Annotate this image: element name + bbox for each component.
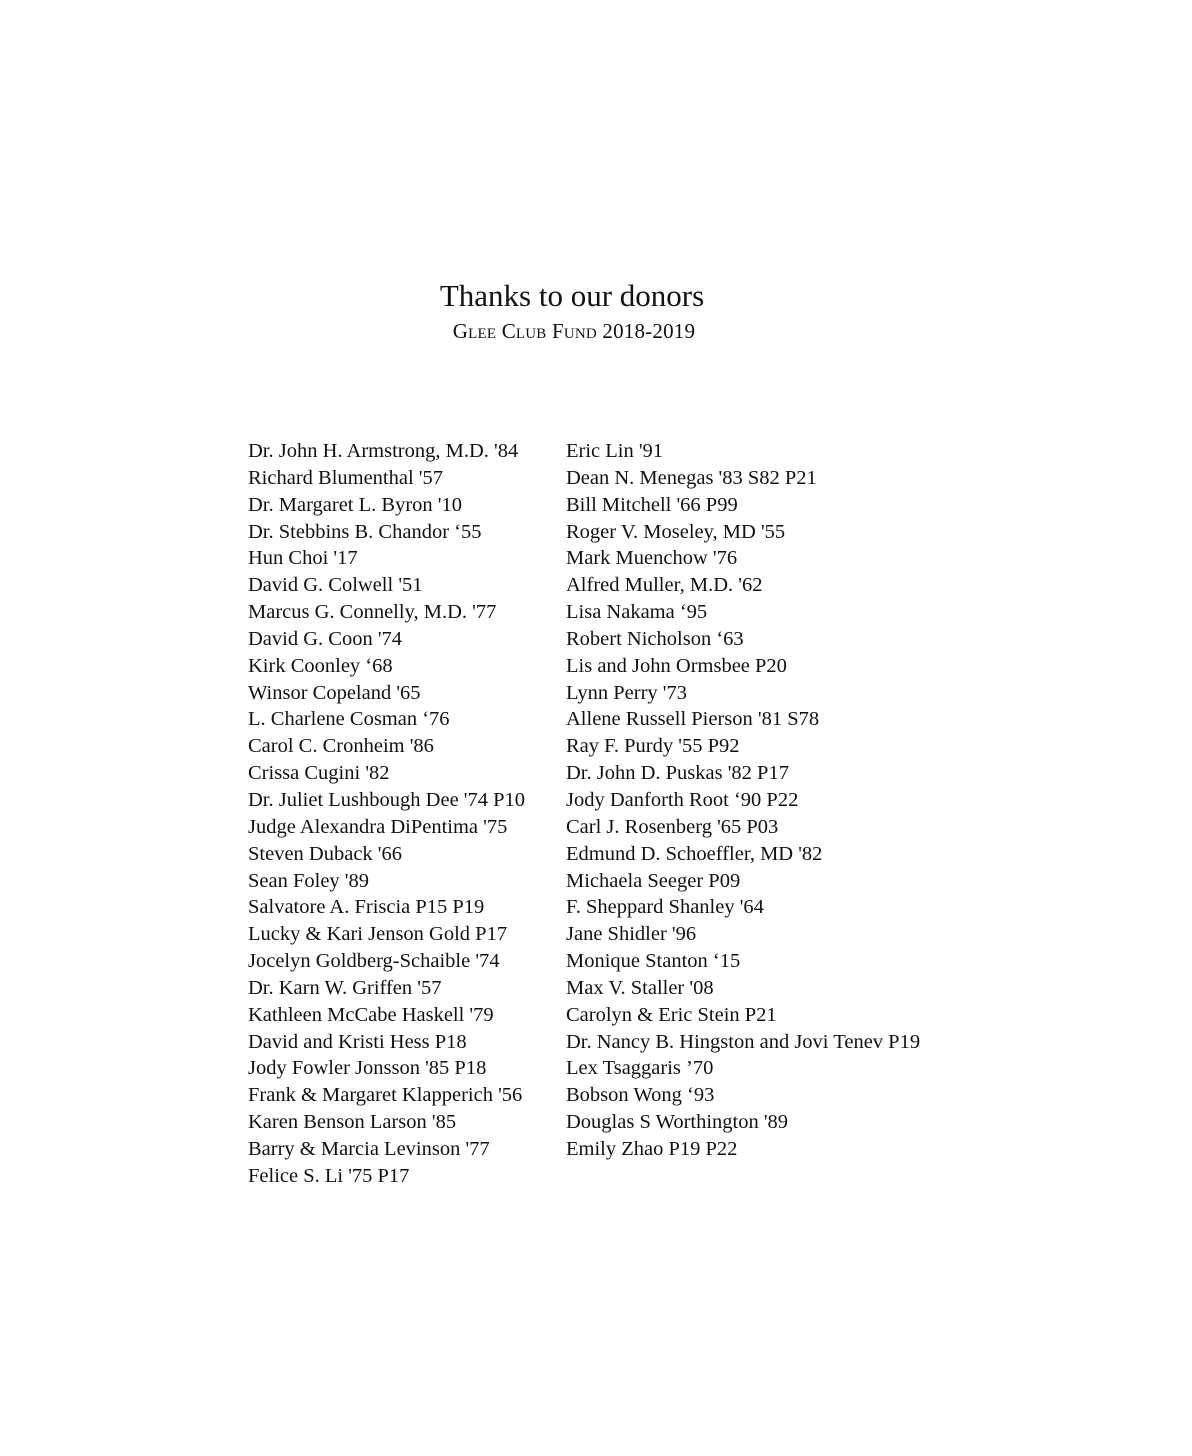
donor-name: Marcus G. Connelly, M.D. '77: [248, 601, 497, 624]
donor-name: Allene Russell Pierson '81 S78: [566, 708, 820, 731]
donor-name: Edmund D. Schoeffler, MD '82: [566, 842, 823, 865]
donor-name: David G. Coon '74: [248, 627, 403, 650]
donor-name: Carolyn & Eric Stein P21: [566, 1003, 777, 1026]
donor-name: Jody Danforth Root ‘90 P22: [566, 788, 799, 811]
donor-name: Lex Tsaggaris ’70: [566, 1057, 714, 1080]
donor-name: Mark Muenchow '76: [566, 547, 738, 570]
donor-name: Dr. John H. Armstrong, M.D. '84: [248, 440, 519, 462]
donor-name: Felice S. Li '75 P17: [248, 1164, 410, 1187]
donor-name: Jane Shidler '96: [566, 923, 697, 946]
donor-name: Max V. Staller '08: [566, 976, 714, 999]
donor-name: Sean Foley '89: [248, 869, 369, 892]
donor-name: Kirk Coonley ‘68: [248, 654, 393, 677]
donor-name: Salvatore A. Friscia P15 P19: [248, 896, 485, 919]
donor-name: Jody Fowler Jonsson '85 P18: [248, 1057, 487, 1080]
donor-name: F. Sheppard Shanley '64: [566, 896, 764, 919]
donor-name: Emily Zhao P19 P22: [566, 1137, 738, 1160]
donor-name: Roger V. Moseley, MD '55: [566, 520, 786, 543]
donor-name: Frank & Margaret Klapperich '56: [248, 1084, 523, 1107]
donor-name: Alfred Muller, M.D. '62: [566, 574, 763, 597]
donor-name: Lisa Nakama ‘95: [566, 601, 708, 624]
donor-name: Hun Choi '17: [248, 547, 358, 570]
donor-name: Jocelyn Goldberg-Schaible '74: [248, 950, 500, 973]
donor-name: Dr. Karn W. Griffen '57: [248, 976, 442, 999]
donor-name: Dr. Margaret L. Byron '10: [248, 493, 462, 516]
donor-list-left-column: [248, 438, 525, 1190]
donor-name: Dr. Stebbins B. Chandor ‘55: [248, 520, 482, 543]
donor-name: Douglas S Worthington '89: [566, 1111, 789, 1134]
donor-name: Robert Nicholson ‘63: [566, 627, 744, 650]
donor-name: Steven Duback '66: [248, 842, 402, 865]
donor-name: Karen Benson Larson '85: [248, 1111, 457, 1134]
donor-name: Lucky & Kari Jenson Gold P17: [248, 923, 508, 946]
donor-name: Kathleen McCabe Haskell '79: [248, 1003, 494, 1026]
donor-name: Judge Alexandra DiPentima '75: [248, 815, 508, 838]
donor-name: Crissa Cugini '82: [248, 762, 390, 785]
donor-name: Dr. Juliet Lushbough Dee '74 P10: [248, 788, 526, 811]
donor-name: Barry & Marcia Levinson '77: [248, 1137, 490, 1160]
donor-name: Dr. Nancy B. Hingston and Jovi Tenev P19: [566, 1030, 921, 1053]
donor-name: Lynn Perry '73: [566, 681, 687, 704]
page-subtitle: Glee Club Fund 2018-2019: [452, 319, 696, 343]
donor-list-right-column: [566, 438, 920, 1163]
donor-name: Monique Stanton ‘15: [566, 950, 741, 973]
donor-name: Lis and John Ormsbee P20: [566, 654, 787, 677]
donor-name: Richard Blumenthal '57: [248, 466, 443, 489]
donor-name: David G. Colwell '51: [248, 574, 423, 597]
donor-name: Carl J. Rosenberg '65 P03: [566, 815, 779, 838]
donor-name: Dean N. Menegas '83 S82 P21: [566, 466, 817, 489]
donor-name: Bobson Wong ‘93: [566, 1084, 715, 1107]
page-title: Thanks to our donors: [439, 278, 705, 313]
donor-name: Bill Mitchell '66 P99: [566, 493, 738, 516]
donor-name: Ray F. Purdy '55 P92: [566, 735, 740, 758]
donor-name: Dr. John D. Puskas '82 P17: [566, 762, 789, 785]
donor-name: L. Charlene Cosman ‘76: [248, 708, 450, 731]
donor-name: Eric Lin '91: [566, 440, 664, 462]
donor-name: Michaela Seeger P09: [566, 869, 741, 892]
donor-name: Winsor Copeland '65: [248, 681, 421, 704]
donor-name: David and Kristi Hess P18: [248, 1030, 467, 1053]
donor-name: Carol C. Cronheim '86: [248, 735, 434, 758]
